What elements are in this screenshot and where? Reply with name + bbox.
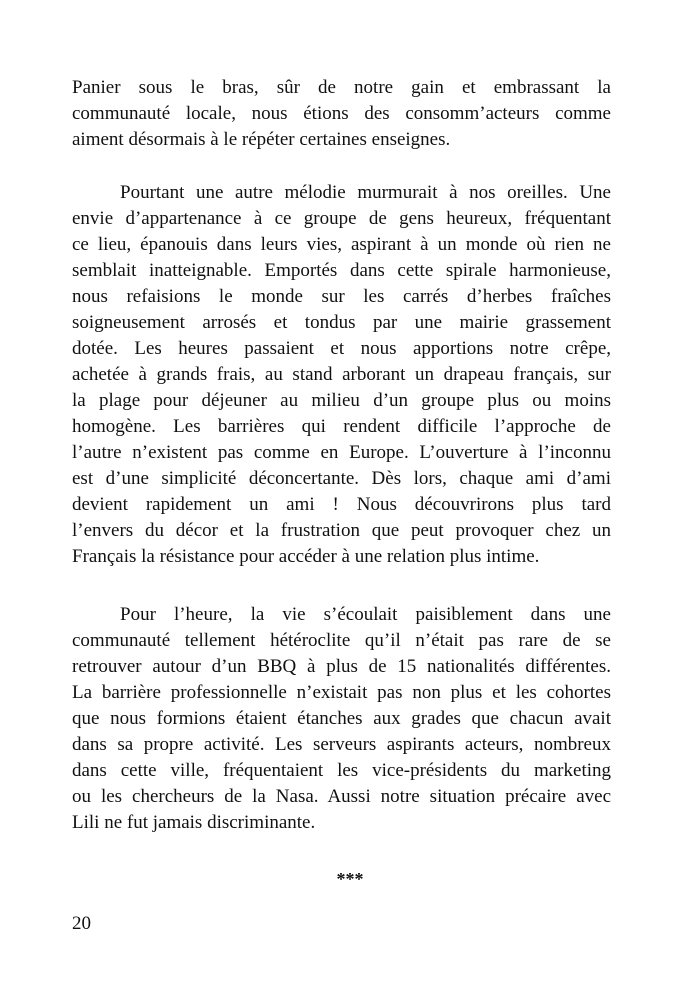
text-line: homogène. Les barrières qui rendent difficile l’approche de: [72, 416, 611, 437]
text-line: Pour l’heure, la vie s’écoulait paisiblement dans une: [120, 604, 611, 625]
text-line: semblait inatteignable. Emportés dans cette spirale harmonieuse,: [72, 260, 611, 281]
text-line: l’autre n’existent pas comme en Europe. L’ouverture à l’inconnu: [72, 442, 611, 463]
paragraph-3: [72, 602, 611, 836]
paragraph-1: [72, 75, 611, 153]
text-line: ou les chercheurs de la Nasa. Aussi notre situation précaire avec: [72, 786, 611, 807]
text-line: Panier sous le bras, sûr de notre gain et embrassant la: [72, 77, 611, 98]
text-line: soigneusement arrosés et tondus par une mairie grassement: [72, 312, 611, 333]
text-line: devient rapidement un ami ! Nous découvrirons plus tard: [72, 494, 611, 515]
section-separator: ***: [336, 869, 364, 889]
text-line: Pourtant une autre mélodie murmurait à nos oreilles. Une: [120, 182, 611, 203]
text-line: nous refaisions le monde sur les carrés d’herbes fraîches: [72, 286, 611, 307]
text-line: dotée. Les heures passaient et nous apportions notre crêpe,: [72, 338, 611, 359]
text-line: communauté tellement hétéroclite qu’il n’était pas rare de se: [72, 630, 611, 651]
text-line: aiment désormais à le répéter certaines enseignes.: [72, 129, 451, 150]
text-line: dans sa propre activité. Les serveurs aspirants acteurs, nombreux: [72, 734, 611, 755]
text-line: ce lieu, épanouis dans leurs vies, aspirant à un monde où rien ne: [72, 234, 611, 255]
text-line: La barrière professionnelle n’existait pas non plus et les cohortes: [72, 682, 611, 703]
page-number: 20: [72, 913, 91, 934]
paragraph-2: [72, 180, 611, 570]
text-line: communauté locale, nous étions des consomm’acteurs comme: [72, 103, 611, 124]
text-line: Lili ne fut jamais discriminante.: [72, 812, 316, 833]
text-line: envie d’appartenance à ce groupe de gens heureux, fréquentant: [72, 208, 611, 229]
text-line: achetée à grands frais, au stand arborant un drapeau français, sur: [72, 364, 611, 385]
text-line: Français la résistance pour accéder à une relation plus intime.: [72, 546, 540, 567]
text-line: que nous formions étaient étanches aux grades que chacun avait: [72, 708, 611, 729]
text-line: la plage pour déjeuner au milieu d’un groupe plus ou moins: [72, 390, 611, 411]
text-line: retrouver autour d’un BBQ à plus de 15 nationalités différentes.: [72, 656, 611, 677]
text-line: est d’une simplicité déconcertante. Dès lors, chaque ami d’ami: [72, 468, 611, 489]
text-line: l’envers du décor et la frustration que peut provoquer chez un: [72, 520, 611, 541]
text-line: dans cette ville, fréquentaient les vice-présidents du marketing: [72, 760, 611, 781]
